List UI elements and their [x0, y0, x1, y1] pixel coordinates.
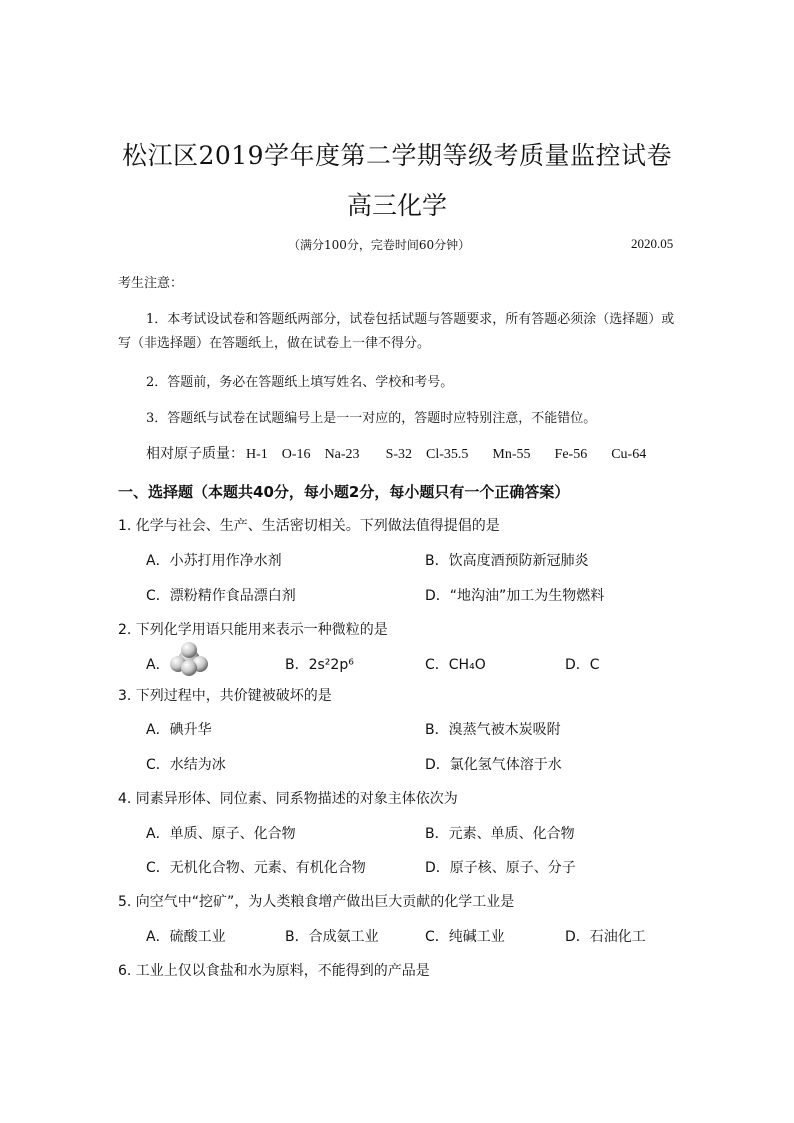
- question-2-stem: 2. 下列化学用语只能用来表示一种微粒的是: [118, 622, 388, 638]
- atomic-mass-label: 相对原子质量：: [146, 446, 244, 462]
- question-2-option-a: A．: [146, 657, 170, 673]
- atomic-mass-cu: Cu-64: [611, 447, 647, 462]
- page-title: 松江区2019学年度第二学期等级考质量监控试卷: [121, 141, 673, 170]
- question-6-stem: 6. 工业上仅以食盐和水为原料，不能得到的产品是: [118, 963, 430, 979]
- question-4-option-b: B．元素、单质、化合物: [425, 826, 575, 842]
- atomic-mass-mn: Mn-55: [492, 447, 531, 462]
- question-3-option-b: B．溴蒸气被木炭吸附: [425, 722, 561, 738]
- notice-title: 考生注意：: [118, 276, 184, 291]
- question-5-stem: 5. 向空气中“挖矿”，为人类粮食增产做出巨大贡献的化学工业是: [118, 894, 515, 910]
- question-5-option-c: C．纯碱工业: [425, 929, 505, 945]
- question-5-option-d: D．石油化工: [565, 929, 646, 945]
- exam-meta: （满分100分，完卷时间60分钟）: [288, 238, 471, 252]
- section-heading: 一、选择题（本题共40分，每小题2分，每小题只有一个正确答案）: [118, 483, 570, 501]
- question-2-option-d: D．C: [565, 657, 600, 673]
- atomic-mass-fe: Fe-56: [554, 447, 588, 462]
- exam-date: 2020.05: [631, 236, 674, 251]
- question-3-stem: 3. 下列过程中，共价键被破坏的是: [118, 688, 332, 704]
- page-subtitle: 高三化学: [346, 191, 447, 220]
- question-3-option-c: C．水结为冰: [146, 757, 226, 773]
- atomic-mass-cl: Cl-35.5: [426, 447, 469, 462]
- question-3-option-a: A．碘升华: [146, 722, 212, 738]
- question-2-option-b: B．2s²2p⁶: [285, 657, 354, 673]
- question-1-option-a: A．小苏打用作净水剂: [146, 553, 282, 569]
- question-2-option-c: C．CH₄O: [425, 657, 486, 673]
- question-4-stem: 4. 同素异形体、同位素、同系物描述的对象主体依次为: [118, 791, 458, 807]
- question-5-option-b: B．合成氨工业: [285, 929, 379, 945]
- question-3-option-d: D．氯化氢气体溶于水: [425, 757, 562, 773]
- notice-item-3: 3．答题纸与试卷在试题编号上是一一对应的，答题时应特别注意，不能错位。: [146, 411, 597, 426]
- atomic-mass-s: S-32: [385, 447, 413, 462]
- atomic-mass-line: [146, 443, 660, 463]
- methane-space-filling-model-icon: [169, 641, 209, 677]
- question-1-option-c: C．漂粉精作食品漂白剂: [146, 588, 296, 604]
- notice-item-2: 2．答题前，务必在答题纸上填写姓名、学校和考号。: [146, 375, 454, 390]
- question-4-option-c: C．无机化合物、元素、有机化合物: [146, 860, 366, 876]
- atomic-mass-o: O-16: [281, 447, 311, 462]
- question-5-option-a: A．硫酸工业: [146, 929, 226, 945]
- question-4-option-d: D．原子核、原子、分子: [425, 860, 576, 876]
- question-1-stem: 1. 化学与社会、生产、生活密切相关。下列做法值得提倡的是: [118, 518, 500, 534]
- atomic-mass-na: Na-23: [324, 447, 360, 462]
- notice-item-1: 1．本考试设试卷和答题纸两部分，试卷包括试题与答题要求，所有答题必须涂（选择题）或写（非选择题）在答题纸上，做在试卷上一律不得分。: [118, 312, 675, 351]
- question-1-option-d: D．“地沟油”加工为生物燃料: [425, 588, 605, 604]
- atomic-mass-h: H-1: [246, 447, 268, 462]
- question-1-option-b: B．饮高度酒预防新冠肺炎: [425, 553, 589, 569]
- question-4-option-a: A．单质、原子、化合物: [146, 826, 296, 842]
